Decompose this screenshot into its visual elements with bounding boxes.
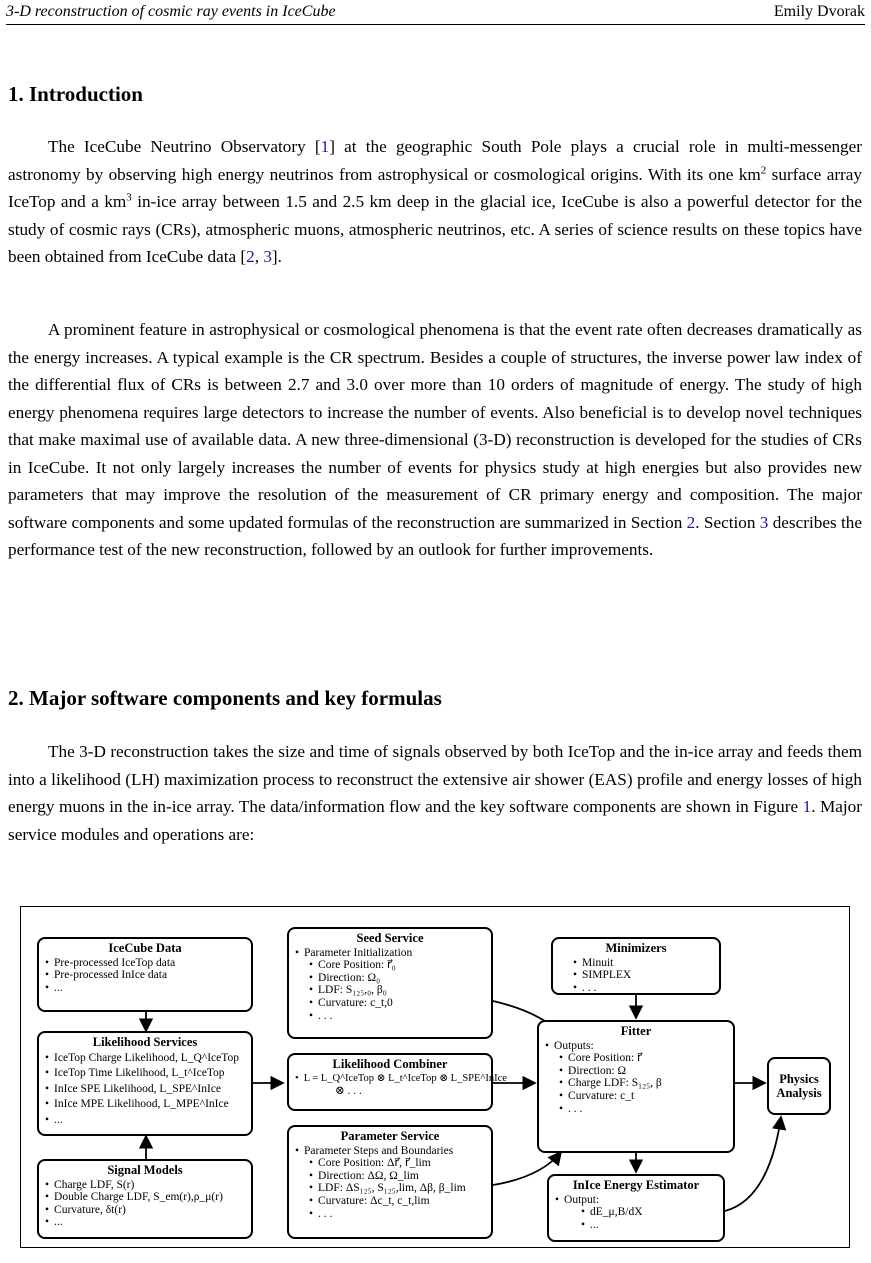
parameter-service-box: Parameter Service • Parameter Steps and Boundaries • Core Position: Δr⃗, r⃗_lim • Direction: ΔΩ, Ω_lim • LDF: ΔS₁₂₅, S₁₂₅,lim, Δβ, β_lim • Curvature: Δc_t, c_t,lim • . . . [287,1125,493,1239]
section-heading-software: 2. Major software components and key formulas [8,686,442,710]
running-title: 3-D reconstruction of cosmic ray events in IceCube [6,3,336,20]
minimizers-box: Minimizers • Minuit • SIMPLEX • . . . [551,937,721,995]
intro-paragraph-1: The IceCube Neutrino Observatory [1] at the geographic South Pole plays a crucial role in multi-messenger astronomy by observing high energy neutrinos from astrophysical or cosmological origins. With its one $km^2$ surface array IceTop and a $km^3$ in-ice array between 1.5 and 2.5 km deep in the glacial ice, IceCube is also a powerful detector for the study of cosmic rays (CRs), atmospheric muons, atmospheric neutrinos, etc. A series of science results on these topics have been obtained from IceCube data [2, 3]. [8,137,862,266]
citation-link[interactable]: 3 [263,247,272,266]
running-author: Emily Dvorak [773,3,865,20]
likelihood-combiner-box: Likelihood Combiner • L = L_Q^IceTop ⊗ L_t^IceTop ⊗ L_SPE^InIce ⊗ . . . [287,1053,493,1111]
likelihood-services-box: Likelihood Services • IceTop Charge Likelihood, L_Q^IceTop • IceTop Time Likelihood, L_t^IceTop • InIce SPE Likelihood, L_SPE^InIce • InIce MPE Likelihood, L_MPE^InIce • ... [37,1031,253,1136]
figure-link[interactable]: 1 [802,797,812,816]
citation-link[interactable]: 2 [246,247,255,266]
software-paragraph-1: The 3-D reconstruction takes the size and time of signals observed by both IceTop and the in-ice array and feeds them into a likelihood (LH) maximization process to reconstruct the extensive air shower (EAS) profile and energy losses of high energy muons in the in-ice array. The data/information flow and the key software components are shown in Figure 1. Major service modules and operations are: [8,742,862,844]
running-header [6,0,865,25]
signal-models-box: Signal Models • Charge LDF, S(r) • Double Charge LDF, S_em(r),ρ_μ(r) • Curvature, δt(r) • ... [37,1159,253,1239]
physics-analysis-box: Physics Analysis [767,1057,831,1115]
figure-1-flow-diagram [20,906,850,1248]
citation-link[interactable]: 1 [320,137,330,156]
section-link[interactable]: 3 [759,512,769,532]
intro-paragraph-2: A prominent feature in astrophysical or cosmological phenomena is that the event rate often decreases dramatically as the energy increases. A typical example is the CR spectrum. Besides a couple of structures, the inverse power law index of the differential flux of CRs is between 2.7 and 3.0 over more than 10 orders of magnitude of energy. The study of high energy phenomena requires large detectors to increase the number of events. Also beneficial is to develop novel techniques that make maximal use of available data. A new three-dimensional (3-D) reconstruction is developed for the studies of CRs in IceCube. It not only largely increases the number of events for physics study at high energies but also provides new parameters that may improve the resolution of the measurement of CR primary energy and composition. The major software components and some updated formulas of the reconstruction are summarized in Section 2. Section 3 describes the performance test of the new reconstruction, followed by an outlook for further improvements. [8,320,862,559]
section-link[interactable]: 2 [686,512,696,532]
energy-estimator-box: InIce Energy Estimator • Output: • dE_μ,B/dX • ... [547,1174,725,1242]
seed-service-box: Seed Service • Parameter Initialization • Core Position: r⃗₀ • Direction: Ω₀ • LDF: S₁₂₅,₀, β₀ • Curvature: c_t,0 • . . . [287,927,493,1039]
icecube-data-box: IceCube Data • Pre-processed IceTop data • Pre-processed InIce data • ... [37,937,253,1012]
section-heading-introduction: 1. Introduction [8,82,143,106]
fitter-box: Fitter • Outputs: • Core Position: r⃗ • Direction: Ω • Charge LDF: S₁₂₅, β • Curvature: c_t • . . . [537,1020,735,1153]
